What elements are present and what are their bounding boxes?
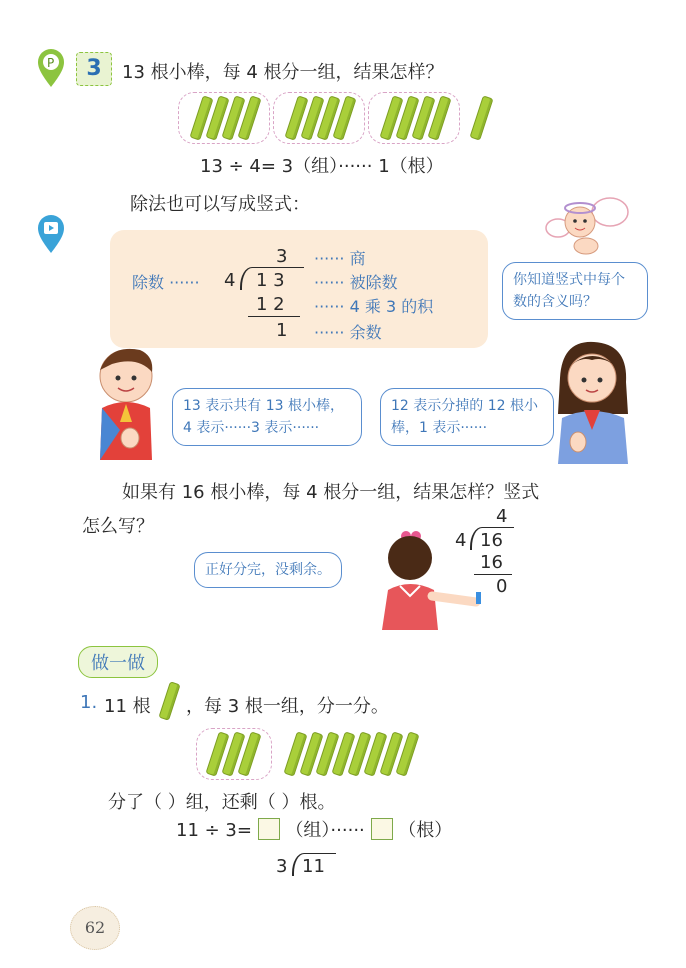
page-number-badge [70,906,120,950]
girl-speech-bubble [380,388,554,446]
boy-illustration [90,342,170,468]
practice-title: 做一做 [91,653,145,674]
answer-box-remainder[interactable] [371,818,393,840]
label-remainder: ······ 余数 [314,323,382,342]
stick-icon [158,681,180,721]
label-quotient: ······ 商 [314,249,366,268]
item-text-b: ，每 3 根一组，分一分。 [186,696,389,717]
v2-quotient: 4 [496,506,508,527]
angel-illustration [540,188,630,262]
equation: 13 ÷ 4= 3（组）······ 1（根） [200,156,444,177]
product: 1 2 [256,294,285,315]
boy-speech-text: 13 表示共有 13 根小棒，4 表示······3 表示······ [183,398,344,436]
quotient: 3 [276,246,288,267]
label-dividend: ······ 被除数 [314,273,398,292]
subtraction-line [248,316,300,317]
eq-part-c: （根） [398,820,453,841]
item-number: 1. [80,692,98,713]
practice-divisor: 3 [276,856,288,877]
question2-line1: 如果有 16 根小棒，每 4 根分一组，结果怎样？竖式 [122,482,540,503]
question2-line2: 怎么写？ [82,516,154,537]
v2-divisor: 4 [455,530,467,551]
angel-speech-text: 你知道竖式中每个数的含义吗？ [513,272,625,310]
girl-illustration [548,338,638,470]
boy-speech-bubble [172,388,362,446]
eq-part-a: 11 ÷ 3= [176,820,252,841]
girl-at-board-illustration [376,530,488,634]
video-pin-icon [36,214,66,258]
divisor-label: 除数 ······ [132,273,200,292]
fill-line: 分了（ ）组，还剩（ ）根。 [108,792,336,813]
v2-product: 16 [480,552,503,573]
answer-box-groups[interactable] [258,818,280,840]
svg-text:P: P [47,56,55,70]
v2-dividend: 16 [480,530,503,551]
label-product: ······ 4 乘 3 的积 [314,297,434,316]
girl2-speech-bubble [194,552,342,588]
item-text-a: 11 根 [104,696,151,717]
practice-dividend: 11 [302,856,325,877]
divisor: 4 [224,270,236,291]
dividend: 1 3 [256,270,285,291]
vertical-intro: 除法也可以写成竖式： [130,194,310,215]
angel-speech-bubble [502,262,648,320]
problem-number-badge [76,52,112,86]
remainder: 1 [276,320,288,341]
eq-part-b: （组）······ [285,820,365,841]
v2-remainder: 0 [496,576,508,597]
problem-text: 13 根小棒，每 4 根分一组，结果怎样？ [122,62,444,83]
practice-header [78,646,158,678]
girl2-speech-text: 正好分完，没剩余。 [205,562,331,578]
problem-number: 3 [86,56,102,81]
reading-pin-icon [36,48,66,92]
girl-speech-text: 12 表示分掉的 12 根小棒，1 表示······ [391,398,538,436]
practice-equation [176,816,452,842]
page-number: 62 [84,918,106,937]
